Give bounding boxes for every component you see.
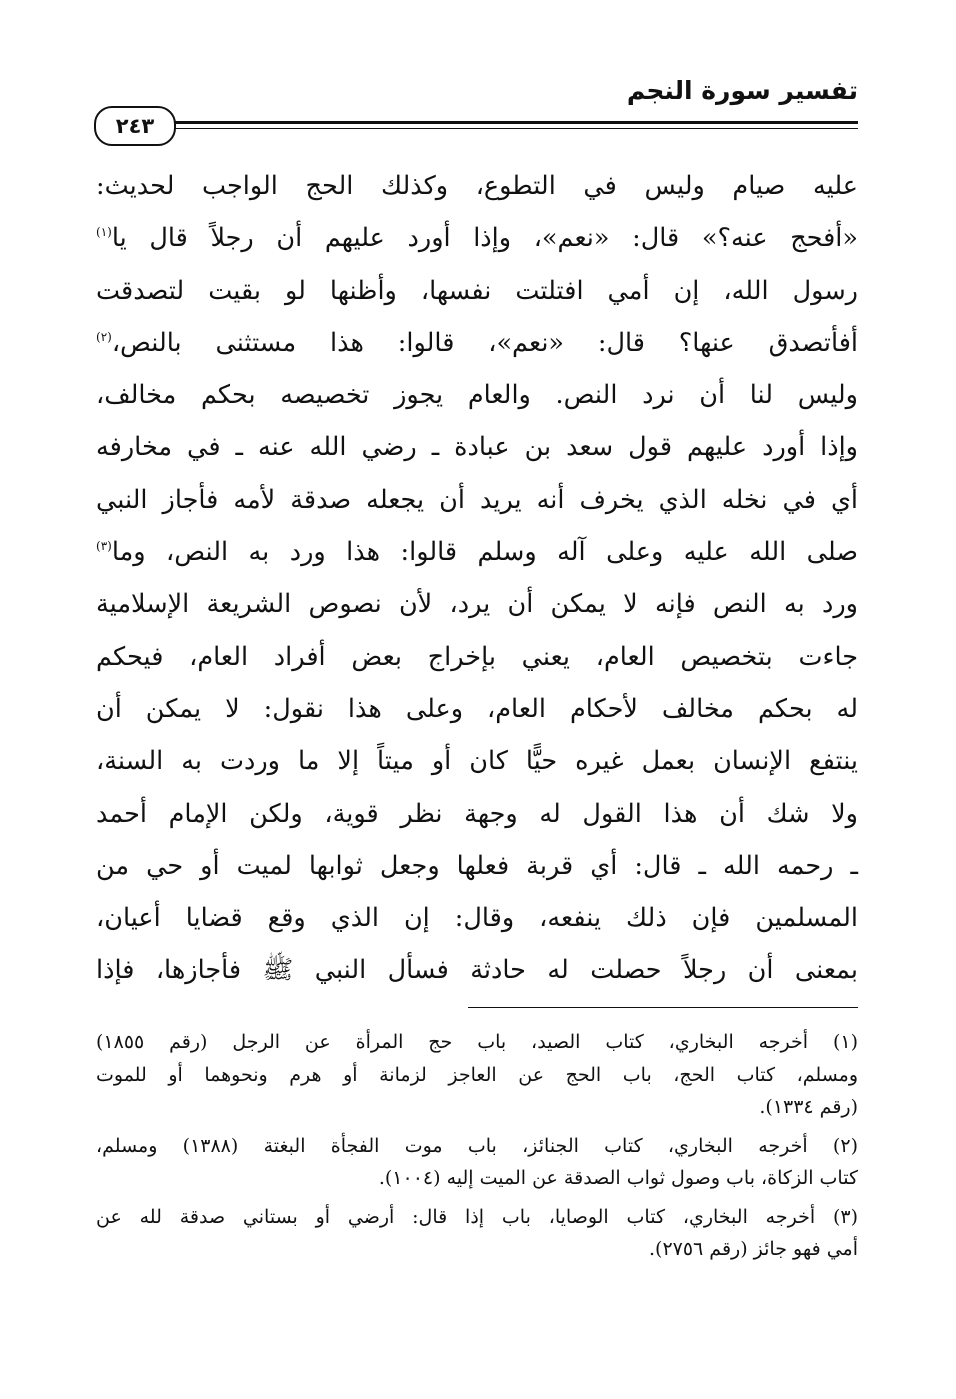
body-line-text: «أفحج عنه؟» قال: «نعم»، وإذا أورد عليهم أن رجلاً قال يا — [111, 223, 858, 254]
footnote-marker[interactable]: (٣) — [96, 539, 112, 554]
body-line: أي في نخله الذي يخرف أنه يريد أن يجعله صدقة لأمه فأجاز النبي — [96, 484, 858, 515]
footnote-line: أمي فهو جائز (رقم ٢٧٥٦). — [648, 1238, 858, 1260]
body-line: ـ رحمه الله ـ قال: أي قربة فعلها وجعل ثوابها لميت أو حي من — [96, 850, 858, 881]
footnote-separator — [468, 1007, 858, 1008]
body-line: رسول الله، إن أمي افتلتت نفسها، وأظنها لو بقيت لتصدقت — [96, 275, 858, 306]
footnote-3 — [96, 1201, 858, 1266]
body-line: ينتفع الإنسان بعمل غيره حيًّا كان أو ميتاً إلا ما وردت به السنة، — [96, 746, 858, 777]
body-text — [96, 160, 858, 997]
header-rule-thin — [166, 128, 858, 129]
body-line: بمعنى أن رجلاً حصلت له حادثة فسأل النبي ﷺ فأجازها، فإذا — [96, 955, 858, 986]
footnote-line: كتاب الزكاة، باب وصول ثواب الصدقة عن الميت إليه (١٠٠٤). — [378, 1167, 858, 1189]
footnote-line: (٣) أخرجه البخاري، كتاب الوصايا، باب إذا قال: أرضي أو بستاني صدقة لله عن — [96, 1205, 858, 1228]
body-line: وإذا أورد عليهم قول سعد بن عبادة ـ رضي الله عنه ـ في مخارفه — [96, 432, 858, 463]
footnote-1 — [96, 1026, 858, 1124]
body-line: ورد به النص فإنه لا يمكن أن يرد، لأن نصوص الشريعة الإسلامية — [96, 589, 858, 620]
header-rule — [166, 121, 858, 124]
footnote-marker[interactable]: (٢) — [96, 329, 112, 344]
body-line: وليس لنا أن نرد النص. والعام يجوز تخصيصه بحكم مخالف، — [96, 380, 858, 411]
body-line: المسلمين فإن ذلك ينفعه، وقال: إن الذي وقع قضايا أعيان، — [96, 903, 858, 934]
footnote-marker[interactable]: (١) — [96, 225, 112, 240]
footnote-line: (١) أخرجه البخاري، كتاب الصيد، باب حج المرأة عن الرجل (رقم ١٨٥٥) — [96, 1031, 858, 1053]
body-line: جاءت بتخصيص العام، يعني بإخراج بعض أفراد العام، فيحكم — [96, 641, 858, 672]
running-header-title: تفسير سورة النجم — [626, 76, 858, 105]
footnote-line: ومسلم، كتاب الحج، باب الحج عن العاجز لزمانة أو هرم ونحوهما أو للموت — [96, 1063, 858, 1086]
body-line — [96, 317, 858, 369]
body-line-text: صلى الله عليه وعلى آله وسلم قالوا: هذا ورد به النص، وما — [111, 537, 858, 568]
body-line-text: أفأتصدق عنها؟ قال: «نعم»، قالوا: هذا مستثنى بالنص، — [111, 327, 858, 358]
footnote-line: (رقم ١٣٣٤). — [759, 1096, 858, 1118]
footnote-line: (٢) أخرجه البخاري، كتاب الجنائز، باب موت الفجأة البغتة (١٣٨٨) ومسلم، — [96, 1134, 858, 1157]
body-line: عليه صيام وليس في التطوع، وكذلك الحج الواجب لحديث: — [96, 171, 858, 201]
footnote-2 — [96, 1130, 858, 1195]
body-line: له بحكم مخالف لأحكام العام، وعلى هذا نقول: لا يمكن أن — [96, 693, 858, 724]
footnotes — [96, 1026, 858, 1272]
body-line: ولا شك أن هذا القول له وجهة نظر قوية، ولكن الإمام أحمد — [96, 798, 858, 829]
page-number-badge: ٢٤٣ — [94, 106, 176, 146]
body-line — [96, 212, 858, 264]
body-line — [96, 526, 858, 578]
